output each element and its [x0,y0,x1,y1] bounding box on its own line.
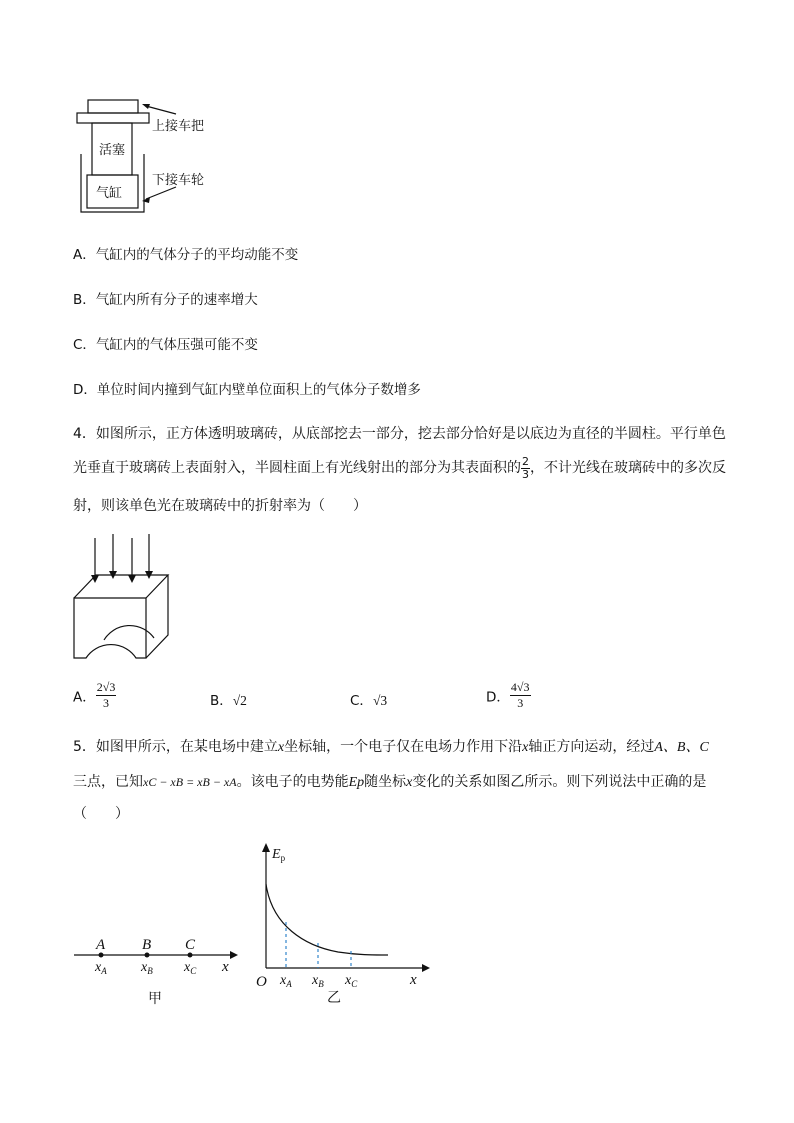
ep-curve [266,884,388,955]
tick-xa: $x_A$ [280,973,292,989]
label-c: C [185,937,196,953]
brick-front-face [74,598,146,658]
option-letter: B． [73,292,96,308]
q4-option-a[interactable] [73,680,116,716]
fraction-numerator: 2√3 [96,680,116,694]
option-text: 单位时间内撞到气缸内壁单位面积上的气体分子数增多 [96,382,421,398]
var-x: x [522,740,529,755]
caption-yi: 乙 [327,990,341,1006]
figure-yi [250,838,440,1008]
q5-text: 5．如图甲所示，在某电场中建立 [73,739,278,755]
option-letter: A． [73,689,96,706]
coord-xc: $x_C$ [184,960,197,976]
q5-text: 变化的关系如图乙所示。则下列说法中正确的是 [412,774,707,790]
glass-brick-figure [66,530,186,665]
equation: xC − xB = xB − xA [143,775,237,789]
option-letter: A． [73,247,96,263]
pump-figure [70,92,240,218]
option-text: 气缸内的气体分子的平均动能不变 [95,247,299,263]
arrow-lower [142,197,150,203]
arrow-upper [142,104,150,109]
fraction-numerator: 2 [522,454,529,468]
axis-arrow [230,951,238,959]
point-c [188,953,193,958]
pump-handle-bar [77,113,149,123]
q5-text: 随坐标 [364,774,407,790]
q5-text: 三点，已知 [73,774,143,790]
q3-option-d[interactable] [73,378,421,398]
q4-line2-before: 光垂直于玻璃砖上表面射入，半圆柱面上有光线射出的部分为其表面积的 [73,460,521,476]
tick-xc: $x_C$ [345,973,358,989]
coord-xb: $x_B$ [141,960,153,976]
q4-option-c[interactable] [350,689,387,709]
option-letter: B． [210,693,233,709]
brick-right-face [146,575,168,658]
q5-text: 轴正方向运动，经过 [528,739,655,755]
lower-connect-label: 下接车轮 [152,173,205,188]
origin-label: O [256,974,267,990]
option-expr: √3 [372,693,388,708]
q5-line1 [73,731,709,764]
ylabel-ep: $E_p$ [272,847,286,863]
q4-option-b[interactable] [210,689,247,709]
coord-xa: $x_A$ [95,960,107,976]
var-x: x [277,740,285,755]
q5-text: 坐标轴，一个电子仅在电场力作用下沿 [284,739,523,755]
q3-option-c[interactable] [73,333,258,353]
q4-option-d[interactable] [486,680,531,716]
caption-jia: 甲 [148,991,162,1007]
q4-fraction [521,456,530,481]
option-letter: D． [486,689,510,706]
cylinder-label: 气缸 [96,186,123,201]
q3-option-b[interactable] [73,288,258,308]
brick-top-face [74,575,168,598]
cylinder-outer [81,154,144,212]
q5-line2 [73,766,706,799]
option-letter: C． [73,337,96,353]
option-expr: √2 [232,693,247,708]
fraction-denominator: 3 [517,696,524,710]
label-b: B [142,937,152,953]
piston-label: 活塞 [99,143,126,158]
q4-line2 [73,452,726,484]
point-a [99,953,104,958]
option-fraction [96,680,117,711]
point-b [145,953,150,958]
q5-line3: （ ） [73,806,129,822]
option-letter: D． [73,382,97,398]
xlabel: x [410,972,417,988]
points-abc: A、B、C [654,740,709,755]
fraction-denominator: 3 [522,467,529,481]
option-text: 气缸内的气体压强可能不变 [95,337,258,353]
q5-text: 。该电子的电势能 [236,774,349,790]
q4-line2-after: ，不计光线在玻璃砖中的多次反 [530,460,726,476]
q3-option-a[interactable] [73,243,298,263]
tick-xb: $x_B$ [312,973,324,989]
q4-line1: 4．如图所示，正方体透明玻璃砖，从底部挖去一部分，挖去部分恰好是以底边为直径的半圆柱。平行单色 [73,426,726,442]
fraction-numerator: 4√3 [510,680,530,694]
upper-connect-label: 上接车把 [152,119,205,134]
figure-jia [70,925,250,1015]
option-letter: C． [350,693,373,709]
option-fraction [510,680,531,711]
label-a: A [96,937,106,953]
q4-line3: 射，则该单色光在玻璃砖中的折射率为（ ） [73,498,367,514]
fraction-denominator: 3 [103,696,110,710]
pump-handle-top [88,100,138,113]
var-x: x [406,775,413,790]
var-ep: Ep [348,775,365,790]
axis-label-x: x [222,959,229,975]
option-text: 气缸内所有分子的速率增大 [95,292,258,308]
